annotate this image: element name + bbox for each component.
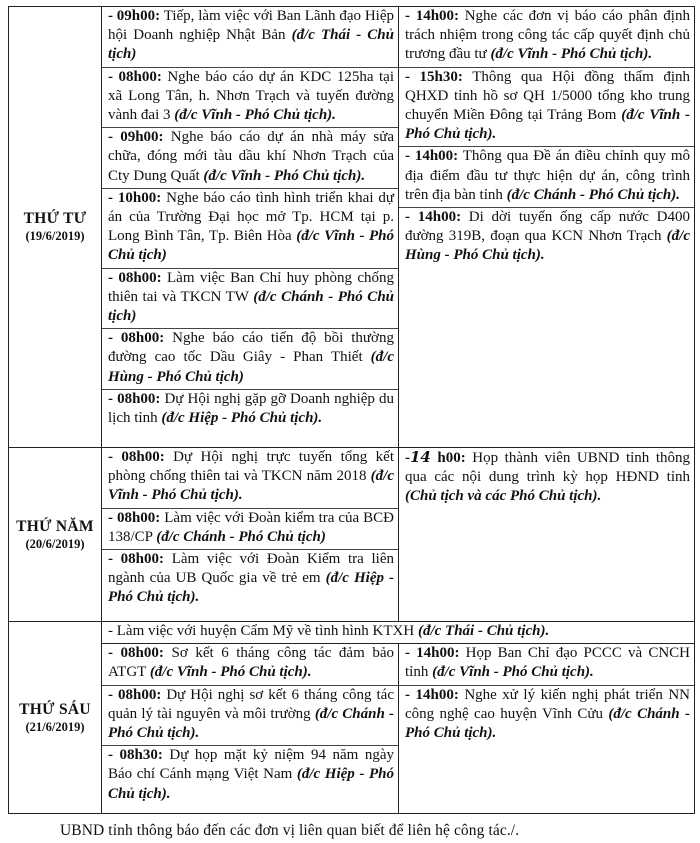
handwritten-hour: 14 bbox=[410, 448, 431, 466]
schedule-item: - 08h00: Nghe báo cáo tiến độ bồi thường đường cao tốc Dầu Giây - Phan Thiết (đ/c Hùng - Phó Chủ tịch) bbox=[102, 329, 398, 390]
schedule-item: - 10h00: Nghe báo cáo tình hình triển khai dự án của Trường Đại học mở Tp. HCM tại p. Long Bình Tân, Tp. Biên Hòa (đ/c Vĩnh - Phó Chủ tịch) bbox=[102, 189, 398, 269]
schedule-item: - 08h00: Dự Hội nghị trực tuyến tổng kết phòng chống thiên tai và TKCN năm 2018 (đ/c Vĩnh - Phó Chủ tịch). bbox=[102, 448, 398, 509]
full-width-cell bbox=[102, 622, 695, 644]
schedule-item: - Làm việc với huyện Cẩm Mỹ về tình hình KTXH (đ/c Thái - Chủ tịch). bbox=[108, 623, 550, 639]
schedule-item: - 08h00: Làm việc Ban Chỉ huy phòng chống thiên tai và TKCN TW (đ/c Chánh - Phó Chủ tịch) bbox=[102, 269, 398, 330]
day-date: (20/6/2019) bbox=[25, 536, 85, 551]
schedule-row-thursday bbox=[9, 448, 695, 622]
schedule-item: - 14h00: Nghe các đơn vị báo cáo phân định trách nhiệm trong công tác cấp quyết định chủ trương đầu tư (đ/c Vĩnh - Phó Chủ tịch). bbox=[399, 7, 694, 68]
schedule-item: - 14h00: Di dời tuyến ống cấp nước D400 đường 319B, đoạn qua KCN Nhơn Trạch (đ/c Hùng - Phó Chủ tịch). bbox=[405, 209, 690, 264]
schedule-item: - 08h00: Dự Hội nghị sơ kết 6 tháng công tác quản lý tài nguyên và môi trường (đ/c Chánh - Phó Chủ tịch). bbox=[102, 686, 398, 747]
day-cell bbox=[9, 622, 102, 814]
morning-cell bbox=[102, 448, 399, 622]
day-date: (21/6/2019) bbox=[25, 719, 85, 734]
footer-note: UBND tỉnh thông báo đến các đơn vị liên quan biết để liên hệ công tác./. bbox=[60, 822, 520, 839]
schedule-row-friday-sessions bbox=[9, 644, 695, 814]
schedule-item: - 15h30: Thông qua Hội đồng thẩm định QHXD tỉnh hồ sơ QH 1/5000 tổng kho trung chuyển Miền Đông tại Trảng Bom (đ/c Vĩnh - Phó Chủ tịch). bbox=[399, 68, 694, 148]
schedule-item: - 08h00: Sơ kết 6 tháng công tác đảm bảo ATGT (đ/c Vĩnh - Phó Chủ tịch). bbox=[102, 644, 398, 685]
afternoon-cell bbox=[399, 644, 695, 814]
schedule-item: - 14h00: Nghe xử lý kiến nghị phát triển NN công nghệ cao huyện Vĩnh Cửu (đ/c Chánh - Phó Chủ tịch). bbox=[405, 686, 690, 742]
schedule-item: - 14h00: Họp Ban Chỉ đạo PCCC và CNCH tỉnh (đ/c Vĩnh - Phó Chủ tịch). bbox=[399, 644, 694, 685]
afternoon-cell bbox=[399, 7, 695, 448]
schedule-item: - 09h00: Nghe báo cáo dự án nhà máy sửa chữa, đóng mới tàu dầu khí Nhơn Trạch của Cty Dung Quất (đ/c Vĩnh - Phó Chủ tịch). bbox=[102, 128, 398, 189]
morning-cell bbox=[102, 644, 399, 814]
schedule-item: - 08h00: Làm việc với Đoàn kiểm tra của BCĐ 138/CP (đ/c Chánh - Phó Chủ tịch) bbox=[102, 509, 398, 550]
morning-cell bbox=[102, 7, 399, 448]
day-name: THỨ SÁU bbox=[19, 700, 91, 718]
schedule-row-wednesday bbox=[9, 7, 695, 448]
schedule-table bbox=[8, 6, 695, 814]
day-cell bbox=[9, 7, 102, 448]
schedule-item: - 14h00: Thông qua Đề án điều chỉnh quy mô địa điểm đầu tư thực hiện dự án, công trình trên địa bàn tỉnh (đ/c Chánh - Phó Chủ tịch). bbox=[399, 147, 694, 208]
schedule-row-friday bbox=[9, 622, 695, 644]
schedule-item: -14 h00: Họp thành viên UBND tỉnh thông qua các nội dung trình kỳ họp HĐND tỉnh (Chủ tịch và các Phó Chủ tịch). bbox=[405, 448, 690, 505]
day-date: (19/6/2019) bbox=[25, 229, 85, 243]
day-name: THỨ TƯ bbox=[23, 210, 87, 227]
day-cell bbox=[9, 448, 102, 622]
schedule-item: - 08h00: Làm việc với Đoàn Kiểm tra liên ngành của UB Quốc gia về trẻ em (đ/c Hiệp - Phó Chủ tịch). bbox=[108, 551, 394, 606]
schedule-item: - 08h30: Dự họp mặt kỷ niệm 94 năm ngày Báo chí Cánh mạng Việt Nam (đ/c Hiệp - Phó Chủ tịch). bbox=[108, 747, 394, 802]
day-name: THỨ NĂM bbox=[16, 517, 94, 535]
schedule-item: - 09h00: Tiếp, làm việc với Ban Lãnh đạo Hiệp hội Doanh nghiệp Nhật Bản (đ/c Thái - Chủ tịch) bbox=[102, 7, 398, 68]
schedule-item: - 08h00: Dự Hội nghị gặp gỡ Doanh nghiệp du lịch tỉnh (đ/c Hiệp - Phó Chủ tịch). bbox=[108, 390, 394, 427]
afternoon-cell bbox=[399, 448, 695, 622]
schedule-item: - 08h00: Nghe báo cáo dự án KDC 125ha tại xã Long Tân, h. Nhơn Trạch và tuyến đường vành đai 3 (đ/c Vĩnh - Phó Chủ tịch). bbox=[102, 68, 398, 129]
